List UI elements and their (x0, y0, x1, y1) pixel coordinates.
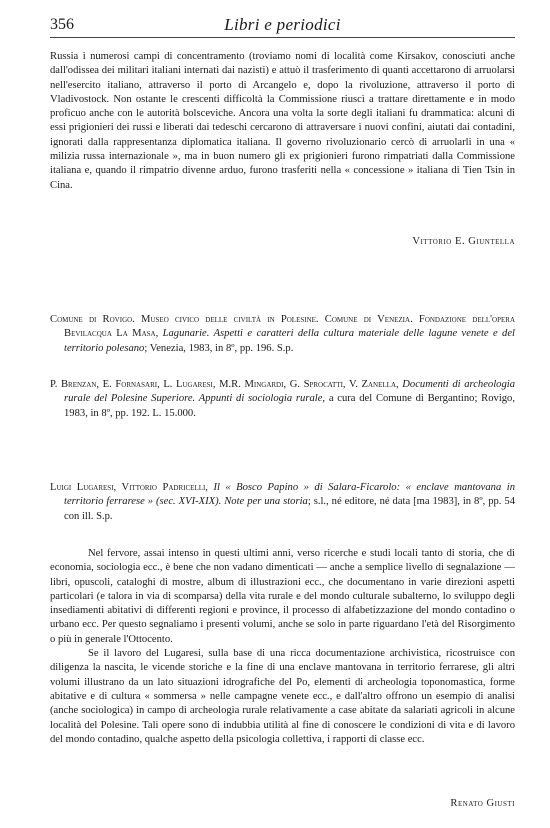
entry-details: , a cura del Comune di Bergantino; Rovigo, 1983, in 8º, pp. 192. L. 15.000. (64, 393, 516, 419)
entry-authors: Luigi Lugaresi, Vittorio Padricelli, (50, 482, 208, 493)
review-signature: Vittorio E. Giuntella (412, 236, 515, 247)
entry-authors: P. Brenzan, E. Fornasari, L. Lugaresi, M.R. Mingardi, G. Sprocatti, V. Zanella, (50, 379, 399, 390)
review-continuation (50, 50, 515, 193)
review-signature: Renato Giusti (450, 798, 515, 809)
entry-title: Lagunarie. Aspetti e caratteri della cultura materiale delle lagune venete e del territorio polesano (64, 328, 515, 354)
review-paragraph: Se il lavoro del Lugaresi, sulla base di una ricca documentazione archivistica, ricostruisce con diligenza la nascita, le vicende storiche e la fine di una enclave mantovana in territorio ferrarese, gli altri volumi illustrano da un lato situazioni idrografiche del Po, elementi di archeologia toponomastica, forme abitative e di cultura « sommersa » nelle campagne venete ecc., e dall'altro offrono un esempio di analisi (anche sociologica) in campo di archeologia rurale relativamente a case abitate da salariati agricoli in alcune località del Polesine. Tali opere sono di indubbia utilità al fine di conoscere le condizioni di vita e di lavoro del mondo contadino, qualche aspetto della psicologia collettiva, i rapporti di classe ecc. (50, 648, 515, 745)
running-title: Libri e periodici (224, 15, 341, 34)
review-paragraph: Nel fervore, assai intenso in questi ultimi anni, verso ricerche e studi locali tanto di storia, che di economia, sociologia ecc., è bene che non vadano dimenticati — anche a semplice livello di segnalazione — libri, opuscoli, cataloghi di mostre, album di illustrazioni ecc., che documentano in varie direzioni aspetti particolari (e talora in via di scomparsa) della vita rurale e del mondo culturale subalterno, lo sviluppo degli insediamenti abitativi di differenti regioni e province, il processo di alfabetizzazione del mondo contadino o urbano ecc. Per questo segnaliamo i presenti volumi, anche se solo in parte riguardano l'età del Risorgimento o più in generale l'Ottocento. (50, 548, 515, 645)
entry-title: Documenti di archeologia rurale del Polesine Superiore. Appunti di sociologia rurale (64, 379, 515, 405)
entry-authors: Comune di Rovigo. Museo civico delle civiltà in Polesine. Comune di Venezia. Fondazione dell'opera Bevilacqua La Masa, (50, 314, 515, 340)
entry-title: Il « Bosco Papino » di Salara-Ficarolo: « enclave mantovana in territorio ferrarese » (sec. XVI-XIX). Note per una storia (64, 482, 515, 508)
review-paragraph: Russia i numerosi campi di concentramento (troviamo nomi di località come Kirsakov, conosciuti anche dall'odissea dei militari italiani internati dai nazisti) e attuò il trasferimento di quanti accettarono di arruolarsi nell'esercito italiano, attraverso il porto di Arcangelo e, dopo la rivoluzione, attraverso il porto di Vladivostock. Non ostante le crescenti difficoltà la Commissione riuscì a trattare direttamente e in modo proficuo anche con le autorità bolsceviche. Ancora una volta la sorte degli italiani fu drammatica: alcuni di essi prigionieri dei russi e liberati dai tedeschi cercarono di attraversare i nuovi confini, aiutati dai contadini, ignorati dalla rappresentanza diplomatica italiana. Il governo rivoluzionario cercò di arruolarli in una « milizia russa internazionale », ma in buon numero gli ex prigionieri furono rimpatriati dalla Commissione italiana e, quando il rimpatrio divenne arduo, furono trasferiti nella « concessione » italiana di Tien Tsin in Cina. (50, 51, 515, 191)
entry-details: ; s.l., né editore, né data [ma 1983], in 8º, pp. 54 con ill. S.p. (64, 496, 515, 522)
page-number: 356 (50, 16, 74, 33)
bibliographic-entry-1 (50, 313, 515, 356)
bibliographic-entry-2 (50, 378, 515, 421)
bibliographic-entry-3 (50, 481, 515, 524)
page-header (50, 15, 515, 38)
review-body (50, 547, 515, 747)
entry-details: ; Venezia, 1983, in 8º, pp. 196. S.p. (144, 342, 294, 354)
